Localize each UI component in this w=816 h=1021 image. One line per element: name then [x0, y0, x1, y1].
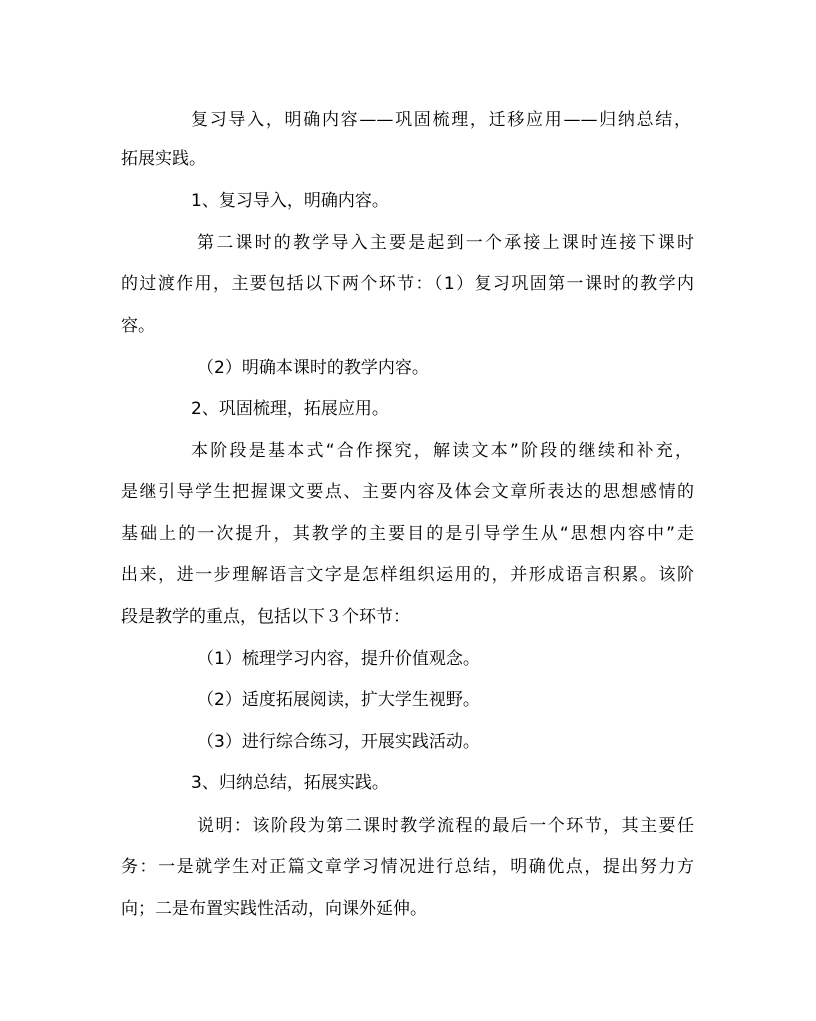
section-heading: 3、归纳总结，拓展实践。 [191, 773, 389, 793]
text-line: （2）明确本课时的教学内容。 [197, 358, 429, 378]
text-line: 说明：该阶段为第二课时教学流程的最后一个环节，其主要任 [197, 816, 694, 836]
text-line: 务：一是就学生对正篇文章学习情况进行总结，明确优点，提出努力方 [121, 857, 694, 877]
text-line: 容。 [121, 316, 155, 336]
text-line: 向；二是布置实践性活动，向课外延伸。 [121, 899, 427, 919]
text-line: 第二课时的教学导入主要是起到一个承接上课时连接下课时 [197, 233, 694, 253]
text-line: 是继引导学生把握课文要点、主要内容及体会文章所表达的思想感情的 [121, 482, 694, 502]
text-line: 的过渡作用，主要包括以下两个环节：（1）复习巩固第一课时的教学内 [121, 274, 694, 294]
list-item: （2）适度拓展阅读，扩大学生视野。 [197, 690, 480, 710]
section-heading: 1、复习导入，明确内容。 [191, 191, 389, 211]
list-item: （1）梳理学习内容，提升价值观念。 [197, 649, 480, 669]
section-heading: 2、巩固梳理，拓展应用。 [191, 399, 389, 419]
text-line: 拓展实践。 [121, 149, 206, 169]
text-line: 基础上的一次提升，其教学的主要目的是引导学生从“思想内容中”走 [121, 524, 694, 544]
text-line: 本阶段是基本式“合作探究，解读文本”阶段的继续和补充， [191, 441, 692, 461]
text-line: 段是教学的重点，包括以下３个环节： [121, 607, 410, 627]
list-item: （3）进行综合练习，开展实践活动。 [197, 732, 480, 752]
text-line: 出来，进一步理解语言文字是怎样组织运用的，并形成语言积累。该阶 [121, 565, 694, 585]
text-line: 复习导入，明确内容——巩固梳理，迁移应用——归纳总结， [191, 110, 691, 130]
